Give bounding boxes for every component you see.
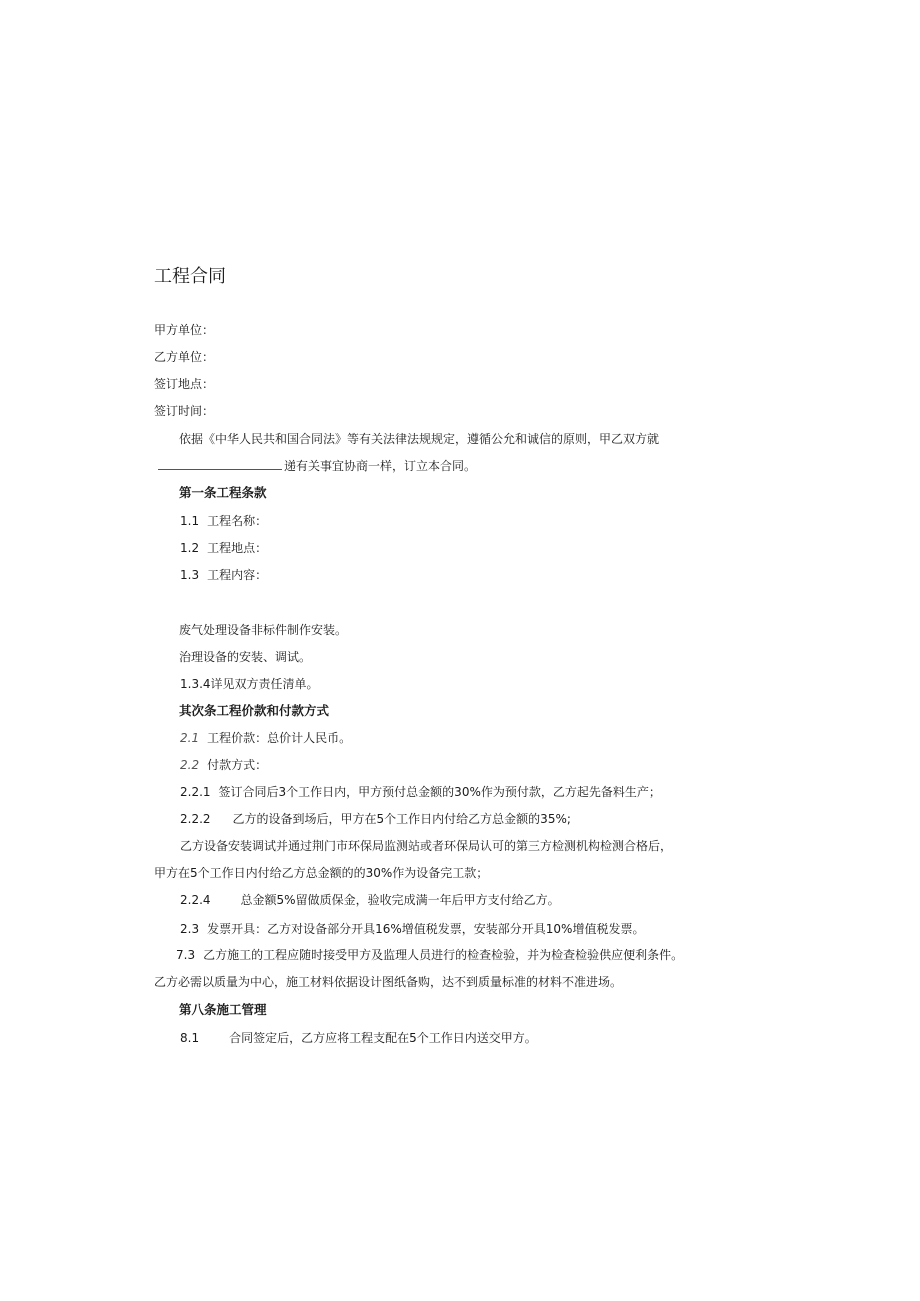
clause-1-2 (180, 540, 267, 556)
clause-8-1 (180, 1030, 537, 1046)
clause-text: 工程内容： (207, 568, 268, 582)
clause-number: 1.1 (180, 514, 200, 528)
clause-2-2-3-line-1: 乙方设备安装调试并通过荆门市环保局监测站或者环保局认可的第三方检测机构检测合格后， (180, 839, 673, 853)
clause-text: 工程地点： (207, 541, 268, 555)
clause-number: 2.3 (180, 922, 200, 936)
clause-text: 乙方的设备到场后，甲方在5个工作日内付给乙方总金额的35%; (232, 812, 571, 826)
clause-number: 2.2.4 (180, 893, 211, 907)
clause-number: 7.3 (176, 948, 196, 962)
clause-1-3-4: 1.3.4详见双方责任清单。 (180, 677, 319, 691)
clause-2-3 (180, 921, 644, 937)
clause-2-2-3-line-2: 甲方在5个工作日内付给乙方总金额的的30%作为设备完工款； (154, 866, 489, 880)
clause-2-2-2 (180, 811, 571, 827)
clause-7-3 (176, 947, 683, 963)
clause-2-2-1 (180, 784, 661, 800)
party-b-label: 乙方单位： (154, 350, 215, 364)
clause-1-3 (180, 567, 267, 583)
article-2-heading: 其次条工程价款和付款方式 (179, 703, 330, 718)
clause-1-1 (180, 513, 267, 529)
article-8-heading: 第八条施工管理 (179, 1002, 267, 1017)
clause-number: 1.2 (180, 541, 200, 555)
sign-time-label: 签订时间： (154, 404, 215, 418)
clause-text: 付款方式： (207, 758, 268, 772)
document-title: 工程合同 (154, 266, 226, 287)
clause-number: 2.2 (180, 758, 200, 772)
clause-text: 工程价款：总价计人民币。 (207, 731, 352, 745)
clause-text: 总金额5%留做质保金，验收完成满一年后甲方支付给乙方。 (240, 893, 560, 907)
article-1-heading: 第一条工程条款 (179, 485, 267, 500)
clause-text: 工程名称： (207, 514, 268, 528)
clause-text: 合同签定后，乙方应将工程支配在5个工作日内送交甲方。 (229, 1031, 537, 1045)
clause-2-2-4 (180, 892, 560, 908)
party-a-label: 甲方单位： (154, 323, 215, 337)
content-item-1: 废气处理设备非标件制作安装。 (179, 623, 348, 637)
clause-number: 2.1 (180, 731, 200, 745)
clause-2-2 (180, 757, 267, 773)
clause-number: 8.1 (180, 1031, 200, 1045)
preamble-line-2 (158, 458, 476, 474)
preamble-line-1: 依据《中华人民共和国合同法》等有关法律法规规定，遵循公允和诚信的原则，甲乙双方就 (179, 432, 660, 446)
clause-text: 发票开具：乙方对设备部分开具16%增值税发票，安装部分开具10%增值税发票。 (207, 922, 645, 936)
clause-number: 2.2.1 (180, 785, 211, 799)
clause-2-1 (180, 730, 351, 746)
clause-number: 2.2.2 (180, 812, 211, 826)
preamble-line-2-text: 递有关事宜协商一样，订立本合同。 (284, 459, 477, 473)
clause-text: 签订合同后3个工作日内，甲方预付总金额的30%作为预付款，乙方起先备料生产； (218, 785, 661, 799)
sign-place-label: 签订地点： (154, 377, 215, 391)
clause-7-3-line-2: 乙方必需以质量为中心，施工材料依据设计图纸备购，达不到质量标准的材料不准进场。 (154, 975, 623, 989)
content-item-2: 治理设备的安装、调试。 (179, 650, 312, 664)
fill-in-blank (158, 459, 282, 470)
clause-number: 1.3 (180, 568, 200, 582)
clause-text: 乙方施工的工程应随时接受甲方及监理人员进行的检查检验，并为检查检验供应便利条件。 (203, 948, 684, 962)
